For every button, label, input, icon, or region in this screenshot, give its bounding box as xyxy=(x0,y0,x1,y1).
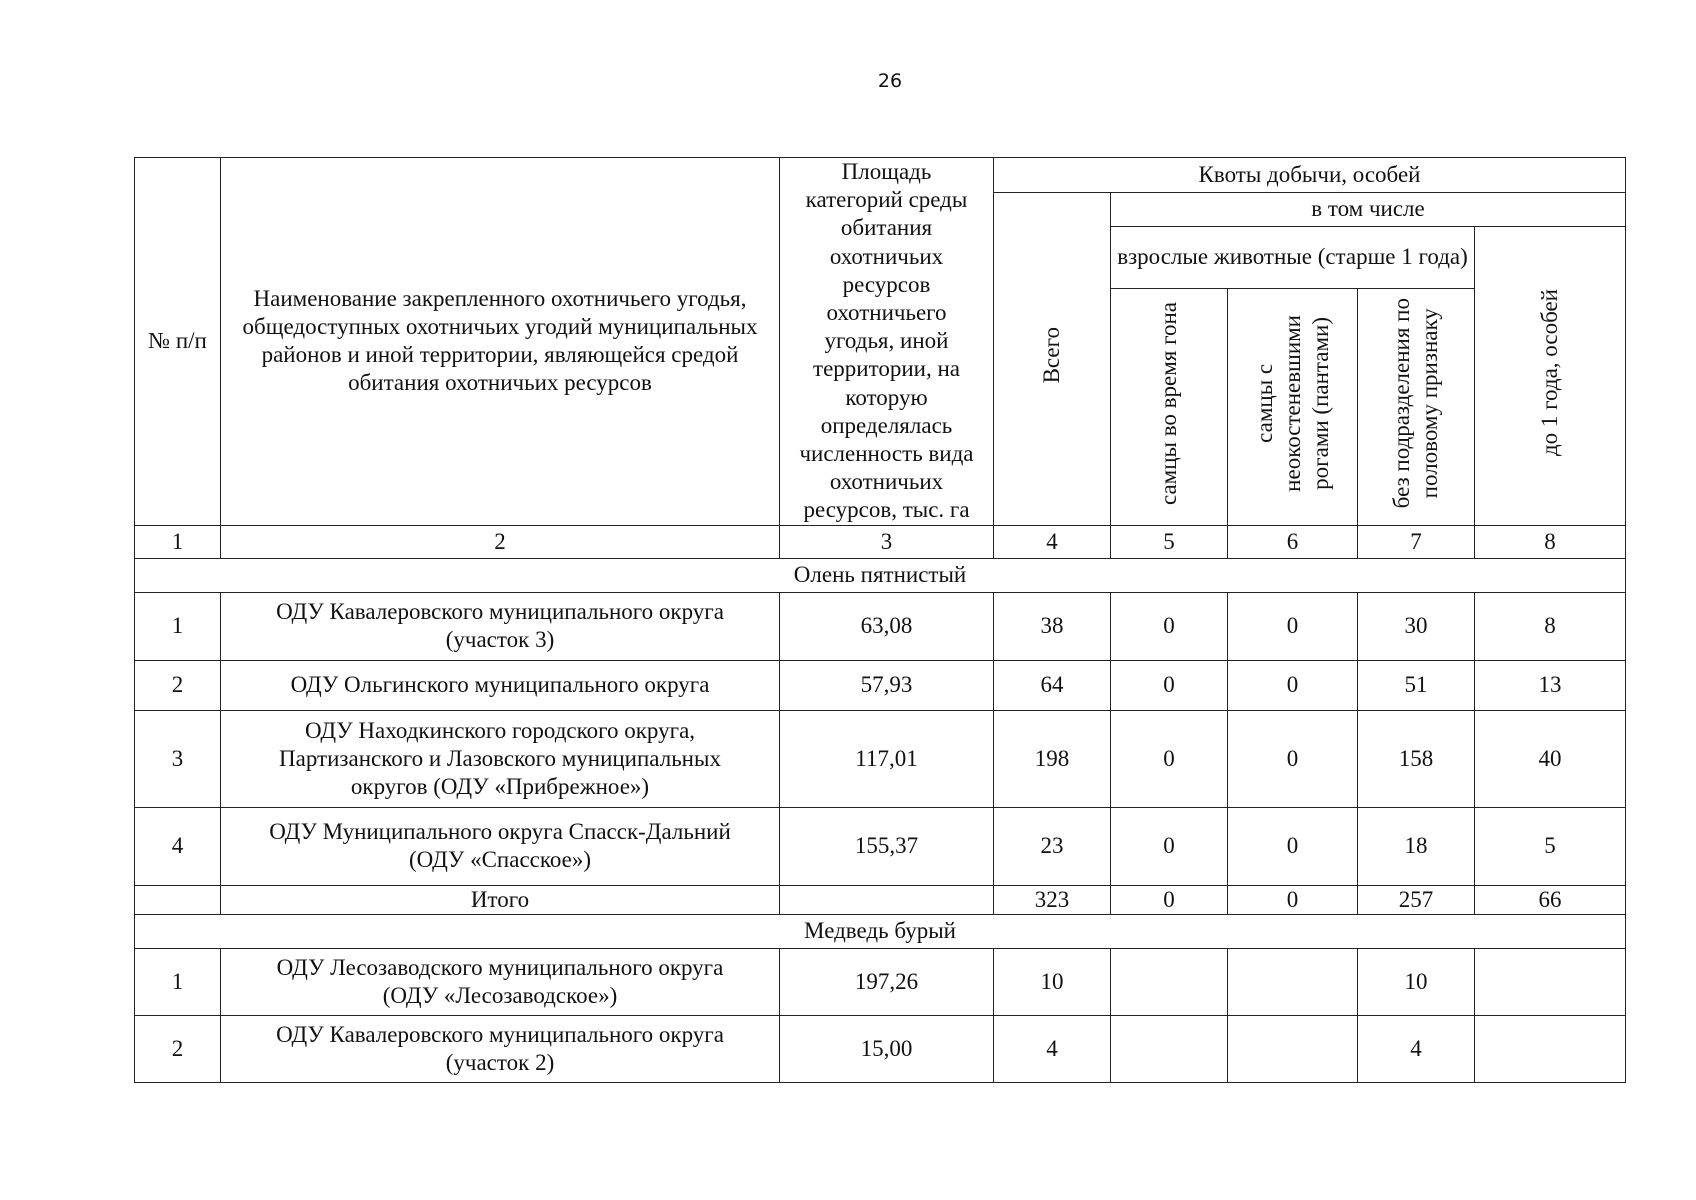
column-number: 1 xyxy=(135,525,221,558)
column-number: 4 xyxy=(994,525,1111,558)
row-young xyxy=(1475,1015,1626,1082)
row-number: 2 xyxy=(135,1015,221,1082)
header-males-antlers: самцы с неокостеневшими рогами (пантами) xyxy=(1228,288,1358,525)
row-males-antlers: 0 xyxy=(1228,710,1358,807)
row-area: 197,26 xyxy=(780,948,994,1015)
total-no-sex: 257 xyxy=(1358,885,1475,914)
header-including: в том числе xyxy=(1111,193,1626,227)
row-no-sex: 18 xyxy=(1358,807,1475,885)
header-name: Наименование закрепленного охотничьего угодья, общедоступных охотничьих угодий муниципальных районов и иной территории, являющейся средой обитания охотничьих ресурсов xyxy=(221,158,780,526)
section-title: Олень пятнистый xyxy=(135,558,1626,592)
row-young: 8 xyxy=(1475,592,1626,660)
total-row xyxy=(135,885,1626,914)
row-young: 40 xyxy=(1475,710,1626,807)
row-total: 23 xyxy=(994,807,1111,885)
row-young xyxy=(1475,948,1626,1015)
row-number: 1 xyxy=(135,592,221,660)
row-males-antlers: 0 xyxy=(1228,660,1358,710)
header-no-sex: без подразделения по половому признаку xyxy=(1358,288,1475,525)
section-row xyxy=(135,558,1626,592)
row-no-sex: 10 xyxy=(1358,948,1475,1015)
row-name: ОДУ Находкинского городского округа, Партизанского и Лазовского муниципальных округов (ОДУ «Прибрежное») xyxy=(221,710,780,807)
column-number: 8 xyxy=(1475,525,1626,558)
quota-table xyxy=(134,157,1626,1083)
total-males-rut: 0 xyxy=(1111,885,1228,914)
column-number: 3 xyxy=(780,525,994,558)
column-number: 2 xyxy=(221,525,780,558)
total-males-antlers: 0 xyxy=(1228,885,1358,914)
row-no-sex: 158 xyxy=(1358,710,1475,807)
row-number: 2 xyxy=(135,660,221,710)
row-total: 38 xyxy=(994,592,1111,660)
row-area: 155,37 xyxy=(780,807,994,885)
row-name: ОДУ Лесозаводского муниципального округа (ОДУ «Лесозаводское») xyxy=(221,948,780,1015)
row-no-sex: 4 xyxy=(1358,1015,1475,1082)
header-adults: взрослые животные (старше 1 года) xyxy=(1111,226,1475,288)
row-total: 64 xyxy=(994,660,1111,710)
total-number xyxy=(135,885,221,914)
row-young: 13 xyxy=(1475,660,1626,710)
row-number: 4 xyxy=(135,807,221,885)
section-row xyxy=(135,914,1626,948)
page-number: 26 xyxy=(877,70,903,92)
section-title: Медведь бурый xyxy=(135,914,1626,948)
header-young: до 1 года, особей xyxy=(1475,226,1626,525)
row-total: 4 xyxy=(994,1015,1111,1082)
row-males-rut: 0 xyxy=(1111,807,1228,885)
row-total: 198 xyxy=(994,710,1111,807)
header-males-rut: самцы во время гона xyxy=(1111,288,1228,525)
row-area: 63,08 xyxy=(780,592,994,660)
row-area: 15,00 xyxy=(780,1015,994,1082)
row-area: 57,93 xyxy=(780,660,994,710)
row-number: 1 xyxy=(135,948,221,1015)
table-row xyxy=(135,592,1626,660)
row-name: ОДУ Кавалеровского муниципального округа (участок 2) xyxy=(221,1015,780,1082)
row-no-sex: 30 xyxy=(1358,592,1475,660)
row-males-antlers xyxy=(1228,1015,1358,1082)
row-males-rut: 0 xyxy=(1111,660,1228,710)
table-row xyxy=(135,710,1626,807)
header-area: Площадь категорий среды обитания охотничьих ресурсов охотничьего угодья, иной территории, на которую определялась численность вида охотничьих ресурсов, тыс. га xyxy=(780,158,994,526)
table-row xyxy=(135,948,1626,1015)
row-no-sex: 51 xyxy=(1358,660,1475,710)
row-males-rut: 0 xyxy=(1111,710,1228,807)
header-num: № п/п xyxy=(135,158,221,526)
row-young: 5 xyxy=(1475,807,1626,885)
row-males-rut: 0 xyxy=(1111,592,1228,660)
table-row xyxy=(135,1015,1626,1082)
row-males-rut xyxy=(1111,948,1228,1015)
row-males-antlers: 0 xyxy=(1228,807,1358,885)
column-number: 7 xyxy=(1358,525,1475,558)
header-quota: Квоты добычи, особей xyxy=(994,158,1626,193)
row-name: ОДУ Кавалеровского муниципального округа (участок 3) xyxy=(221,592,780,660)
total-young: 66 xyxy=(1475,885,1626,914)
column-number: 5 xyxy=(1111,525,1228,558)
column-number-row xyxy=(135,525,1626,558)
row-males-antlers: 0 xyxy=(1228,592,1358,660)
total-label: Итого xyxy=(221,885,780,914)
row-name: ОДУ Ольгинского муниципального округа xyxy=(221,660,780,710)
row-total: 10 xyxy=(994,948,1111,1015)
total-area xyxy=(780,885,994,914)
header-total: Всего xyxy=(994,193,1111,526)
row-area: 117,01 xyxy=(780,710,994,807)
row-number: 3 xyxy=(135,710,221,807)
column-number: 6 xyxy=(1228,525,1358,558)
row-males-rut xyxy=(1111,1015,1228,1082)
row-name: ОДУ Муниципального округа Спасск-Дальний (ОДУ «Спасское») xyxy=(221,807,780,885)
total-total: 323 xyxy=(994,885,1111,914)
row-males-antlers xyxy=(1228,948,1358,1015)
table-row xyxy=(135,660,1626,710)
table-row xyxy=(135,807,1626,885)
